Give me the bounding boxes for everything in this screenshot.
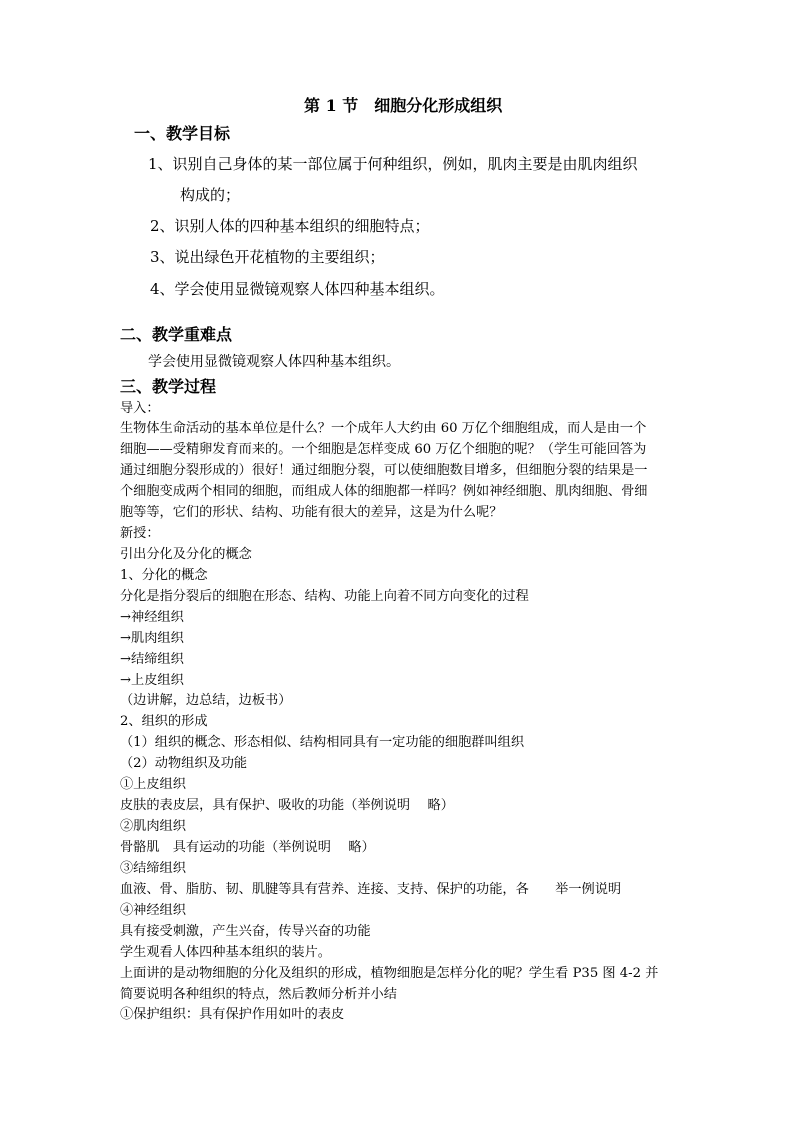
key-points-text: 学会使用显微镜观察人体四种基本组织。 xyxy=(148,354,400,370)
process-line: →肌肉组织 xyxy=(120,631,184,646)
process-line: 个细胞变成两个相同的细胞，而组成人体的细胞都一样吗？例如神经细胞、肌肉细胞、骨细 xyxy=(120,484,648,499)
process-line: 导入： xyxy=(120,401,160,416)
process-line: →上皮组织 xyxy=(120,673,184,688)
process-line: 细胞——受精卵发育而来的。一个细胞是怎样变成 60 万亿个细胞的呢？（学生可能回答为 xyxy=(120,442,647,457)
process-line: ①上皮组织 xyxy=(120,777,186,792)
objective-4: 4、学会使用显微镜观察人体四种基本组织。 xyxy=(150,280,445,298)
process-line: 皮肤的表皮层，具有保护、吸收的功能（举例说明 略） xyxy=(120,798,454,813)
process-line: 简要说明各种组织的特点，然后教师分析并小结 xyxy=(120,987,397,1002)
process-line: 通过细胞分裂形成的）很好！通过细胞分裂，可以使细胞数目增多，但细胞分裂的结果是一 xyxy=(120,463,648,478)
process-line: ①保护组织：具有保护作用如叶的表皮 xyxy=(120,1007,345,1022)
process-line: 具有接受刺激，产生兴奋，传导兴奋的功能 xyxy=(120,924,371,939)
process-line: 分化是指分裂后的细胞在形态、结构、功能上向着不同方向变化的过程 xyxy=(120,589,529,604)
process-line: 2、组织的形成 xyxy=(120,714,208,729)
section-heading-key-points: 二、教学重难点 xyxy=(120,325,233,344)
process-line: →结缔组织 xyxy=(120,652,184,667)
process-line: ③结缔组织 xyxy=(120,861,186,876)
process-line: （1）组织的概念、形态相似、结构相同具有一定功能的细胞群叫组织 xyxy=(120,735,525,750)
section-heading-process: 三、教学过程 xyxy=(120,377,217,396)
process-line: 新授： xyxy=(120,526,160,541)
objective-2: 2、识别人体的四种基本组织的细胞特点； xyxy=(150,217,430,235)
process-line: 学生观看人体四种基本组织的装片。 xyxy=(120,945,331,960)
objective-3: 3、说出绿色开花植物的主要组织； xyxy=(150,248,385,266)
section-heading-objectives: 一、教学目标 xyxy=(134,124,231,143)
process-line: ②肌肉组织 xyxy=(120,819,186,834)
process-line: →神经组织 xyxy=(120,610,184,625)
process-line: （2）动物组织及功能 xyxy=(120,756,248,771)
objective-1-cont: 构成的； xyxy=(180,186,241,204)
process-line: ④神经组织 xyxy=(120,903,186,918)
process-line: 血液、骨、脂肪、韧、肌腱等具有营养、连接、支持、保护的功能，各 举一例说明 xyxy=(120,882,622,897)
process-line: 胞等等，它们的形状、结构、功能有很大的差异，这是为什么呢？ xyxy=(120,505,503,520)
process-line: 生物体生命活动的基本单位是什么？一个成年人大约由 60 万亿个细胞组成，而人是由一个 xyxy=(120,421,647,436)
process-line: 引出分化及分化的概念 xyxy=(120,547,252,562)
process-line: 1、分化的概念 xyxy=(120,568,208,583)
process-line: 上面讲的是动物细胞的分化及组织的形成，植物细胞是怎样分化的呢？学生看 P35 图 4-2 并 xyxy=(120,966,659,981)
page-title: 第 1 节 细胞分化形成组织 xyxy=(304,96,503,115)
objective-1: 1、识别自己身体的某一部位属于何种组织，例如，肌肉主要是由肌肉组织 xyxy=(148,155,638,173)
process-line: 骨骼肌 具有运动的功能（举例说明 略） xyxy=(120,840,375,855)
process-line: （边讲解，边总结，边板书） xyxy=(120,693,292,708)
